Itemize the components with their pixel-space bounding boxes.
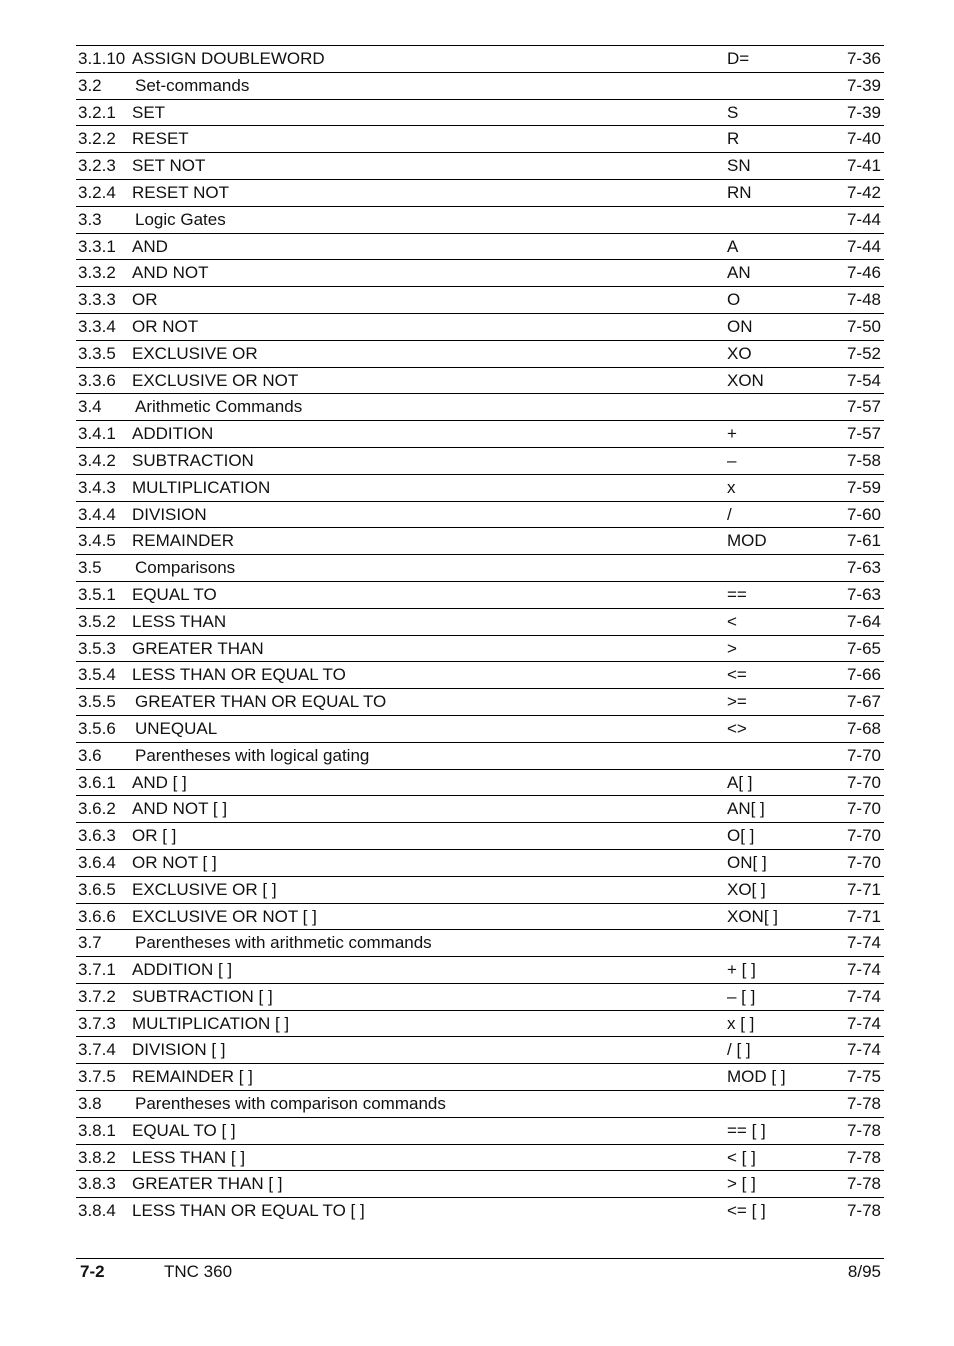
toc-page: 7-70 xyxy=(846,772,881,792)
toc-title: LESS THAN OR EQUAL TO xyxy=(132,665,346,685)
toc-title: OR NOT xyxy=(132,316,199,336)
toc-row xyxy=(76,260,884,287)
toc-title: EQUAL TO [ ] xyxy=(132,1120,236,1140)
toc-number: 3.3.2 xyxy=(78,263,116,283)
toc-command: O[ ] xyxy=(727,826,755,846)
toc-row xyxy=(76,930,884,957)
toc-number: 3.7.5 xyxy=(78,1067,116,1087)
toc-page: 7-57 xyxy=(846,424,881,444)
toc-command: XO xyxy=(727,343,752,363)
toc-page: 7-74 xyxy=(846,960,881,980)
toc-row xyxy=(76,904,884,931)
toc-page: 7-78 xyxy=(846,1174,881,1194)
toc-title: Parentheses with arithmetic commands xyxy=(135,933,432,953)
toc-command: RN xyxy=(727,182,752,202)
toc-title: OR xyxy=(132,290,158,310)
toc-command: >= xyxy=(727,692,747,712)
toc-number: 3.8.1 xyxy=(78,1120,116,1140)
toc-command: AN xyxy=(727,263,751,283)
toc-number: 3.6.2 xyxy=(78,799,116,819)
toc-row xyxy=(76,502,884,529)
toc-command: AN[ ] xyxy=(727,799,765,819)
toc-command: ON xyxy=(727,316,753,336)
toc-title: AND xyxy=(132,236,168,256)
toc-command: == xyxy=(727,584,747,604)
toc-row xyxy=(76,823,884,850)
toc-row xyxy=(76,100,884,127)
toc-number: 3.4.4 xyxy=(78,504,116,524)
toc-row xyxy=(76,368,884,395)
toc-title: SET NOT xyxy=(132,156,206,176)
toc-page: 7-74 xyxy=(846,986,881,1006)
toc-command: x xyxy=(727,477,736,497)
toc-row xyxy=(76,1145,884,1172)
footer-manual-title: TNC 360 xyxy=(164,1262,233,1281)
toc-number: 3.3.1 xyxy=(78,236,116,256)
toc-number: 3.2.3 xyxy=(78,156,116,176)
toc-row xyxy=(76,877,884,904)
toc-page: 7-78 xyxy=(846,1120,881,1140)
toc-command: <= [ ] xyxy=(727,1201,766,1221)
toc-title: Logic Gates xyxy=(135,209,226,229)
toc-row xyxy=(76,448,884,475)
toc-command: x [ ] xyxy=(727,1013,755,1033)
toc-page: 7-54 xyxy=(846,370,881,390)
toc-title: AND NOT xyxy=(132,263,209,283)
toc-title: Parentheses with comparison commands xyxy=(135,1094,446,1114)
toc-page: 7-78 xyxy=(846,1147,881,1167)
toc-number: 3.2.4 xyxy=(78,182,116,202)
footer-page-number: 7-2 xyxy=(80,1262,105,1281)
toc-number: 3.2 xyxy=(78,75,102,95)
toc-page: 7-46 xyxy=(846,263,881,283)
toc-number: 3.3.5 xyxy=(78,343,116,363)
toc-page: 7-70 xyxy=(846,745,881,765)
toc-title: REMAINDER xyxy=(132,531,235,551)
toc-row xyxy=(76,984,884,1011)
toc-row xyxy=(76,287,884,314)
toc-title: MULTIPLICATION xyxy=(132,477,271,497)
toc-number: 3.6.6 xyxy=(78,906,116,926)
toc-row xyxy=(76,314,884,341)
toc-number: 3.5.4 xyxy=(78,665,116,685)
toc-row xyxy=(76,689,884,716)
toc-page: 7-78 xyxy=(846,1201,881,1221)
toc-title: EXCLUSIVE OR NOT [ ] xyxy=(132,906,317,926)
toc-row xyxy=(76,1091,884,1118)
toc-row xyxy=(76,528,884,555)
toc-command: A xyxy=(727,236,739,256)
toc-title: LESS THAN xyxy=(132,611,227,631)
toc-number: 3.2.2 xyxy=(78,129,116,149)
toc-title: AND [ ] xyxy=(132,772,187,792)
toc-row xyxy=(76,555,884,582)
toc-page: 7-63 xyxy=(846,558,881,578)
toc-command: SN xyxy=(727,156,751,176)
toc-number: 3.8.4 xyxy=(78,1201,116,1221)
toc-number: 3.8.2 xyxy=(78,1147,116,1167)
toc-number: 3.5.1 xyxy=(78,584,116,604)
toc-number: 3.7.1 xyxy=(78,960,116,980)
toc-command: == [ ] xyxy=(727,1120,766,1140)
toc-title: OR NOT [ ] xyxy=(132,852,217,872)
toc-command: MOD [ ] xyxy=(727,1067,786,1087)
toc-title: ADDITION xyxy=(132,424,214,444)
toc-page: 7-44 xyxy=(846,209,881,229)
toc-title: GREATER THAN OR EQUAL TO xyxy=(135,692,387,712)
toc-page: 7-57 xyxy=(846,397,881,417)
toc-number: 3.7.3 xyxy=(78,1013,116,1033)
table-of-contents xyxy=(76,45,884,1224)
toc-row xyxy=(76,850,884,877)
toc-command: O xyxy=(727,290,741,310)
toc-number: 3.3.3 xyxy=(78,290,116,310)
toc-command: <= xyxy=(727,665,747,685)
toc-row xyxy=(76,957,884,984)
toc-row xyxy=(76,716,884,743)
toc-title: EXCLUSIVE OR [ ] xyxy=(132,879,277,899)
toc-row xyxy=(76,46,884,73)
toc-row xyxy=(76,234,884,261)
toc-row xyxy=(76,1198,884,1224)
toc-title: AND NOT [ ] xyxy=(132,799,228,819)
toc-page: 7-58 xyxy=(846,450,881,470)
toc-page: 7-74 xyxy=(846,1040,881,1060)
toc-number: 3.3 xyxy=(78,209,102,229)
toc-number: 3.4.5 xyxy=(78,531,116,551)
toc-command: MOD xyxy=(727,531,767,551)
toc-row xyxy=(76,1011,884,1038)
toc-row xyxy=(76,1171,884,1198)
toc-page: 7-74 xyxy=(846,1013,881,1033)
toc-title: Arithmetic Commands xyxy=(135,397,303,417)
toc-command: – xyxy=(727,450,737,470)
toc-number: 3.7 xyxy=(78,933,102,953)
toc-number: 3.3.4 xyxy=(78,316,116,336)
toc-page: 7-40 xyxy=(846,129,881,149)
toc-page: 7-64 xyxy=(846,611,881,631)
toc-page: 7-59 xyxy=(846,477,881,497)
toc-command: A[ ] xyxy=(727,772,753,792)
toc-page: 7-67 xyxy=(846,692,881,712)
toc-command: <> xyxy=(727,718,747,738)
toc-title: RESET xyxy=(132,129,189,149)
toc-page: 7-42 xyxy=(846,182,881,202)
toc-title: SUBTRACTION xyxy=(132,450,254,470)
toc-row xyxy=(76,1118,884,1145)
toc-row xyxy=(76,662,884,689)
footer-date: 8/95 xyxy=(847,1262,881,1281)
toc-title: EXCLUSIVE OR xyxy=(132,343,258,363)
toc-number: 3.5 xyxy=(78,558,102,578)
toc-row xyxy=(76,421,884,448)
toc-number: 3.6 xyxy=(78,745,102,765)
toc-command: ON[ ] xyxy=(727,852,767,872)
toc-title: RESET NOT xyxy=(132,182,229,202)
toc-page: 7-52 xyxy=(846,343,881,363)
toc-page: 7-44 xyxy=(846,236,881,256)
toc-row xyxy=(76,180,884,207)
toc-row xyxy=(76,609,884,636)
toc-command: R xyxy=(727,129,740,149)
toc-row xyxy=(76,743,884,770)
toc-page: 7-75 xyxy=(846,1067,881,1087)
toc-title: LESS THAN OR EQUAL TO [ ] xyxy=(132,1201,365,1221)
toc-title: EQUAL TO xyxy=(132,584,217,604)
toc-number: 3.5.5 xyxy=(78,692,116,712)
toc-title: REMAINDER [ ] xyxy=(132,1067,253,1087)
toc-number: 3.6.5 xyxy=(78,879,116,899)
toc-command: > xyxy=(727,638,737,658)
toc-row xyxy=(76,475,884,502)
toc-row xyxy=(76,73,884,100)
toc-page: 7-66 xyxy=(846,665,881,685)
toc-page: 7-36 xyxy=(846,49,881,68)
toc-row xyxy=(76,394,884,421)
toc-row xyxy=(76,341,884,368)
toc-title: ADDITION [ ] xyxy=(132,960,233,980)
toc-number: 3.8 xyxy=(78,1094,102,1114)
toc-command: / [ ] xyxy=(727,1040,751,1060)
toc-row xyxy=(76,796,884,823)
toc-number: 3.6.3 xyxy=(78,826,116,846)
toc-title: GREATER THAN [ ] xyxy=(132,1174,283,1194)
toc-page: 7-70 xyxy=(846,852,881,872)
toc-page: 7-60 xyxy=(846,504,881,524)
toc-title: DIVISION xyxy=(132,504,207,524)
toc-command: D= xyxy=(727,49,750,68)
toc-title: SET xyxy=(132,102,166,122)
toc-title: MULTIPLICATION [ ] xyxy=(132,1013,290,1033)
toc-title: Parentheses with logical gating xyxy=(135,745,370,765)
toc-page: 7-68 xyxy=(846,718,881,738)
toc-page: 7-41 xyxy=(846,156,881,176)
toc-number: 3.4.3 xyxy=(78,477,116,497)
toc-title: GREATER THAN xyxy=(132,638,264,658)
toc-page: 7-74 xyxy=(846,933,881,953)
toc-number: 3.5.6 xyxy=(78,718,116,738)
toc-page: 7-78 xyxy=(846,1094,881,1114)
toc-command: S xyxy=(727,102,739,122)
toc-command: / xyxy=(727,504,732,524)
toc-row xyxy=(76,126,884,153)
toc-page: 7-39 xyxy=(846,75,881,95)
toc-command: > [ ] xyxy=(727,1174,756,1194)
toc-number: 3.6.4 xyxy=(78,852,116,872)
toc-title: Comparisons xyxy=(135,558,236,578)
toc-row xyxy=(76,153,884,180)
toc-number: 3.6.1 xyxy=(78,772,116,792)
toc-number: 3.1.10 xyxy=(78,49,126,68)
toc-command: – [ ] xyxy=(727,986,756,1006)
toc-page: 7-65 xyxy=(846,638,881,658)
toc-number: 3.4 xyxy=(78,397,102,417)
toc-row xyxy=(76,582,884,609)
toc-command: < xyxy=(727,611,737,631)
toc-number: 3.8.3 xyxy=(78,1174,116,1194)
toc-number: 3.5.3 xyxy=(78,638,116,658)
toc-command: + xyxy=(727,424,737,444)
toc-command: XO[ ] xyxy=(727,879,766,899)
toc-title: OR [ ] xyxy=(132,826,177,846)
toc-page: 7-70 xyxy=(846,799,881,819)
toc-row xyxy=(76,770,884,797)
toc-title: UNEQUAL xyxy=(135,718,218,738)
toc-number: 3.2.1 xyxy=(78,102,116,122)
toc-title: ASSIGN DOUBLEWORD xyxy=(132,49,325,68)
page-footer xyxy=(76,1262,884,1286)
toc-page: 7-61 xyxy=(846,531,881,551)
toc-title: SUBTRACTION [ ] xyxy=(132,986,273,1006)
toc-number: 3.7.4 xyxy=(78,1040,116,1060)
toc-row xyxy=(76,207,884,234)
toc-number: 3.3.6 xyxy=(78,370,116,390)
toc-row xyxy=(76,636,884,663)
toc-row xyxy=(76,1064,884,1091)
toc-command: XON xyxy=(727,370,764,390)
toc-page: 7-39 xyxy=(846,102,881,122)
toc-number: 3.7.2 xyxy=(78,986,116,1006)
toc-page: 7-70 xyxy=(846,826,881,846)
footer-rule xyxy=(76,1258,884,1259)
toc-title: Set-commands xyxy=(135,75,250,95)
toc-command: + [ ] xyxy=(727,960,756,980)
toc-command: < [ ] xyxy=(727,1147,756,1167)
toc-command: XON[ ] xyxy=(727,906,779,926)
toc-title: LESS THAN [ ] xyxy=(132,1147,246,1167)
toc-page: 7-48 xyxy=(846,290,881,310)
toc-page: 7-71 xyxy=(846,906,881,926)
toc-number: 3.5.2 xyxy=(78,611,116,631)
toc-page: 7-63 xyxy=(846,584,881,604)
toc-number: 3.4.2 xyxy=(78,450,116,470)
toc-row xyxy=(76,1037,884,1064)
toc-page: 7-71 xyxy=(846,879,881,899)
toc-number: 3.4.1 xyxy=(78,424,116,444)
toc-title: DIVISION [ ] xyxy=(132,1040,226,1060)
toc-title: EXCLUSIVE OR NOT xyxy=(132,370,299,390)
toc-page: 7-50 xyxy=(846,316,881,336)
